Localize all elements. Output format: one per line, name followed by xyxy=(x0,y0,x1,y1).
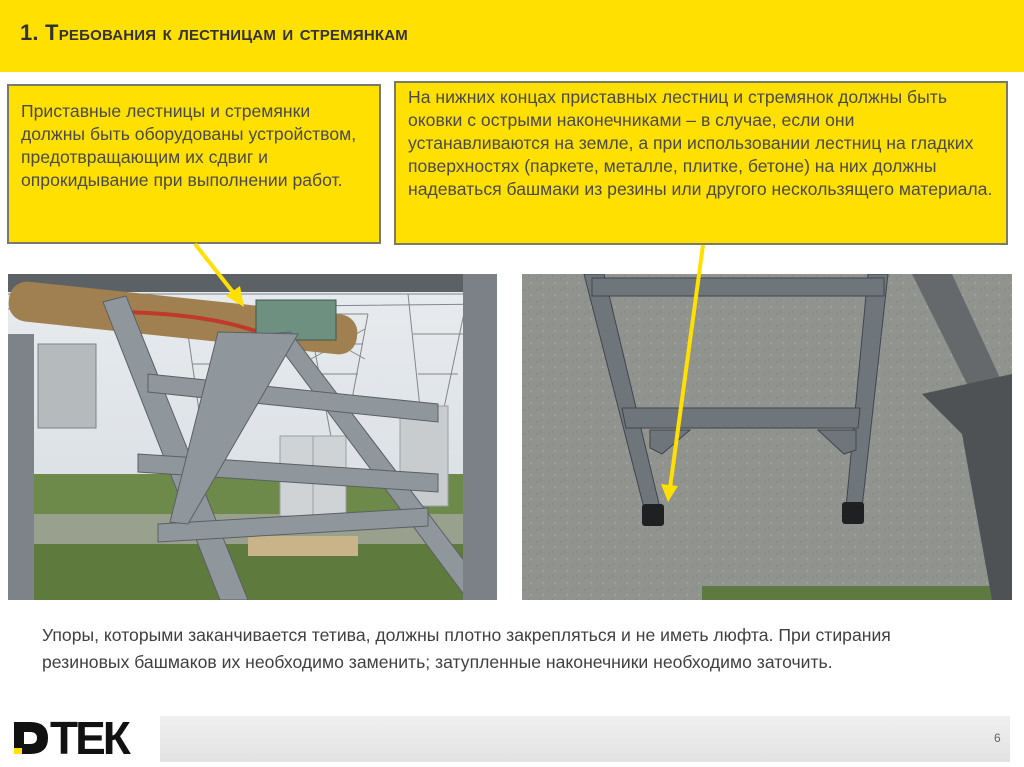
header-bar xyxy=(0,0,1024,72)
logo-text: ТЕК xyxy=(50,712,128,764)
footer-bar xyxy=(160,716,1010,762)
dtek-logo xyxy=(12,712,128,764)
callout-left-text: Приставные лестницы и стремянки должны быть оборудованы устройством, предотвращающим их сдвиг и опрокидывание при выполнении работ. xyxy=(21,101,357,190)
photo-substation-ladder xyxy=(8,274,497,600)
page-number: 6 xyxy=(994,731,1001,745)
callout-ladder-feet xyxy=(394,81,1008,245)
slide-title: 1. Требования к лестницам и стремянкам xyxy=(20,20,408,45)
logo-d-mark xyxy=(12,718,52,758)
callout-anti-slip-device xyxy=(7,84,381,244)
photo-ladder-feet xyxy=(522,274,1012,600)
bottom-note: Упоры, которыми заканчивается тетива, должны плотно закрепляться и не иметь люфта. При стирания резиновых башмаков их необходимо заменить; затупленные наконечники необходимо заточить. xyxy=(42,625,891,672)
callout-right-text: На нижних концах приставных лестниц и стремянок должны быть оковки с острыми наконечниками – в случае, если они устанавливаются на земле, а при использовании лестниц на гладких поверхностях (паркете, металле, плитке, бетоне) на них должны надеваться башмаки из резины или другого нескользящего материала. xyxy=(408,87,993,199)
